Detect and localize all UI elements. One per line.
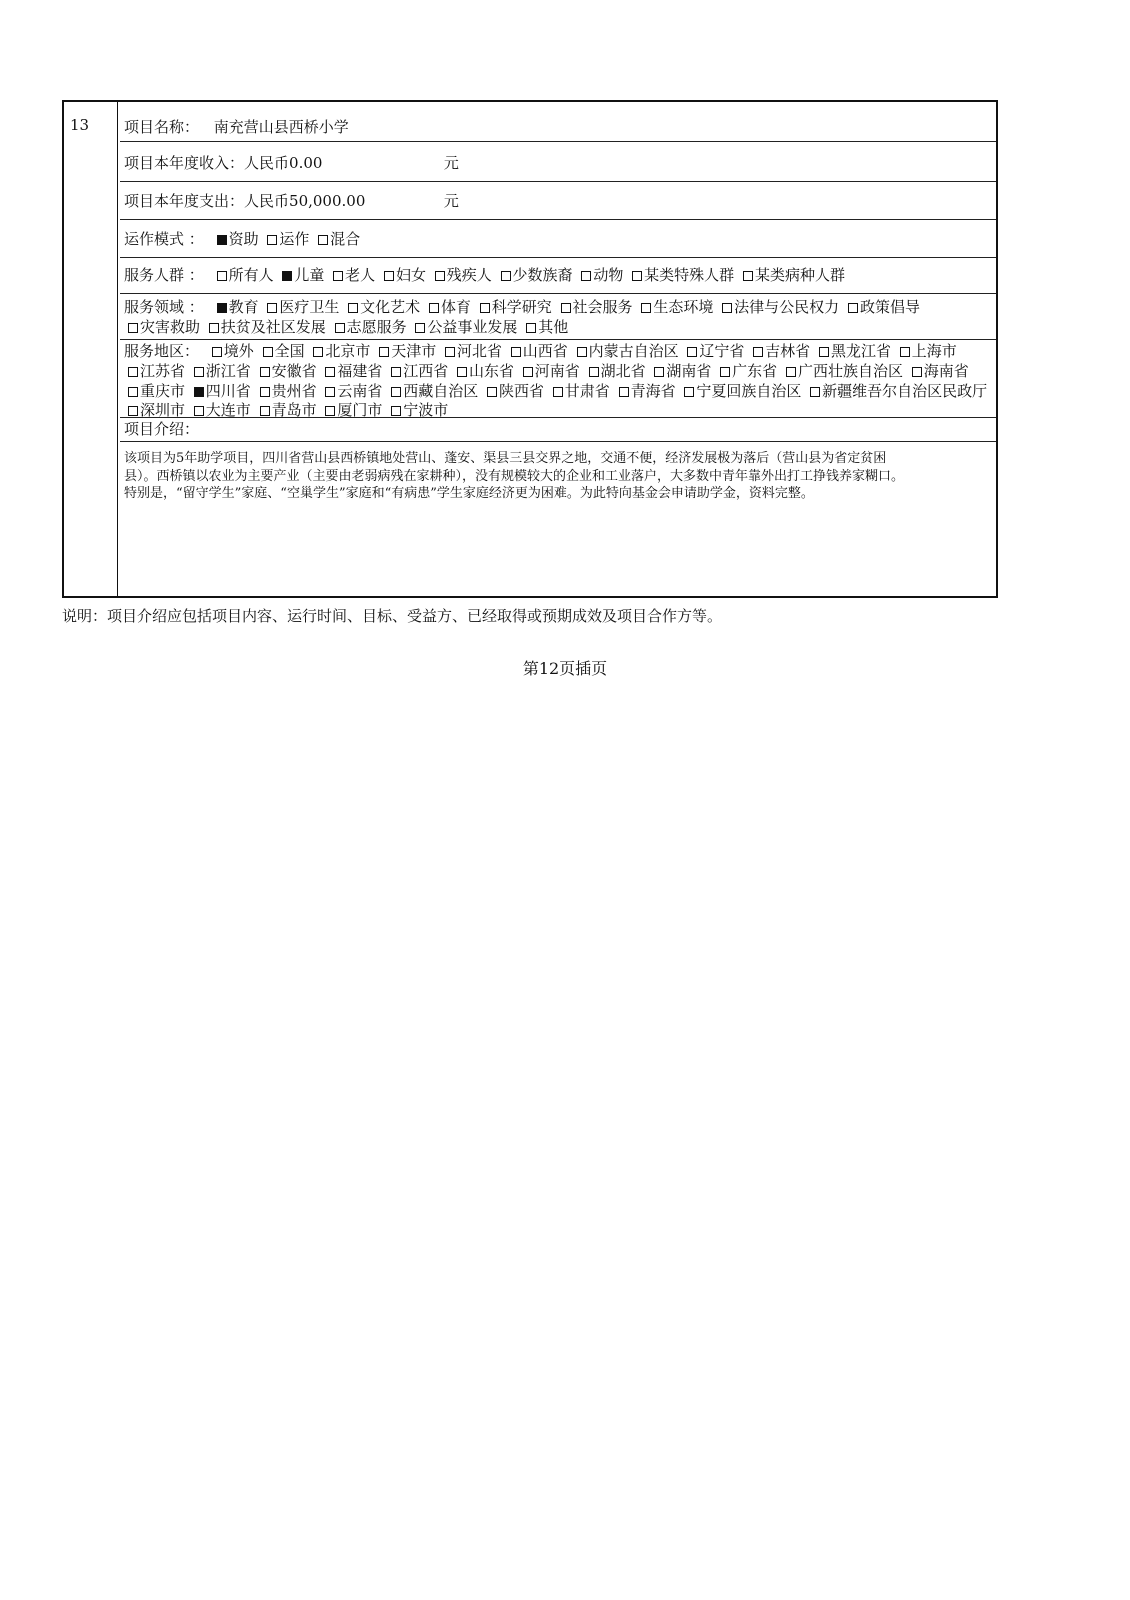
populations-option[interactable] (628, 266, 734, 284)
populations-option[interactable] (577, 266, 623, 284)
checkbox-icon[interactable] (654, 367, 664, 377)
expense-label: 项目本年度支出： (124, 192, 245, 210)
checkbox-icon[interactable] (333, 271, 343, 281)
mode-row (120, 220, 996, 258)
regions-option[interactable] (208, 342, 254, 360)
checkbox-icon[interactable] (325, 367, 335, 377)
modes-option-label: 资助 (228, 230, 259, 248)
regions-option-label: 江苏省 (140, 361, 186, 380)
checkbox-icon[interactable] (722, 303, 732, 313)
regions-option[interactable] (573, 342, 679, 360)
regions-option-label: 贵州省 (271, 381, 317, 400)
income-currency: 人民币 (244, 154, 290, 172)
checkbox-icon[interactable] (619, 387, 629, 397)
regions-option-label: 浙江省 (205, 361, 251, 380)
checkbox-icon[interactable] (900, 347, 910, 357)
regions-option-label: 甘肃省 (564, 381, 610, 400)
checkbox-icon[interactable] (260, 406, 270, 416)
checkbox-icon[interactable] (684, 387, 694, 397)
fields-option-label: 体育 (440, 298, 471, 316)
checkbox-icon[interactable] (480, 303, 490, 313)
regions-option-label: 大连市 (205, 401, 251, 420)
regions-option-label: 宁波市 (403, 401, 449, 420)
regions-option-label: 内蒙古自治区 (588, 342, 679, 360)
checkbox-icon[interactable] (267, 235, 277, 245)
regions-option[interactable] (321, 362, 382, 380)
regions-option-label: 厦门市 (337, 401, 383, 420)
regions-option-label: 河南省 (534, 361, 580, 380)
project-name-value: 南充营山县西桥小学 (213, 118, 349, 136)
intro-label: 项目介绍： (124, 420, 200, 438)
fields-option[interactable] (718, 298, 839, 316)
regions-option[interactable] (375, 342, 436, 360)
regions-option-label: 云南省 (337, 381, 383, 400)
checkbox-icon[interactable] (325, 387, 335, 397)
regions-option[interactable] (190, 401, 251, 419)
regions-option[interactable] (256, 382, 317, 400)
checkbox-icon[interactable] (523, 367, 533, 377)
populations-option[interactable] (380, 266, 426, 284)
expense-value: 50,000.00 (289, 192, 366, 210)
populations-option-label: 动物 (593, 266, 624, 284)
regions-option[interactable] (321, 382, 382, 400)
checkbox-icon[interactable] (753, 347, 763, 357)
checkbox-icon[interactable] (577, 347, 587, 357)
income-value: 0.00 (289, 154, 323, 172)
regions-option-label: 新疆维吾尔自治区民政厅 (822, 381, 988, 400)
checkbox-icon[interactable] (313, 347, 323, 357)
regions-option-label: 陕西省 (498, 381, 544, 400)
regions-option[interactable] (387, 382, 478, 400)
checkbox-icon[interactable] (260, 367, 270, 377)
regions-option-label: 北京市 (325, 342, 371, 360)
checkbox-icon[interactable] (435, 271, 445, 281)
fields-option-label: 法律与公民权力 (734, 298, 840, 316)
regions-option-label: 宁夏回族自治区 (696, 381, 802, 400)
checkbox-icon[interactable] (487, 387, 497, 397)
modes-option[interactable] (213, 230, 259, 248)
expense-currency: 人民币 (244, 192, 290, 210)
fields-option[interactable] (637, 298, 713, 316)
fields-option-label: 政策倡导 (859, 298, 920, 316)
checkbox-icon[interactable] (457, 367, 467, 377)
checkbox-icon[interactable] (743, 271, 753, 281)
checkbox-icon[interactable] (848, 303, 858, 313)
population-label: 服务人群 ： (124, 266, 204, 284)
regions-option[interactable] (680, 382, 801, 400)
checkbox-icon[interactable] (687, 347, 697, 357)
regions-option[interactable] (585, 362, 646, 380)
fields-option-label: 生态环境 (653, 298, 714, 316)
regions-option[interactable] (321, 401, 382, 419)
regions-option[interactable] (507, 342, 568, 360)
modes-option-label: 运作 (279, 230, 310, 248)
checkbox-icon[interactable] (217, 303, 227, 313)
fields-option[interactable] (844, 298, 920, 316)
regions-option[interactable] (453, 362, 514, 380)
populations-option[interactable] (329, 266, 375, 284)
checkbox-icon[interactable] (429, 303, 439, 313)
checkbox-icon[interactable] (379, 347, 389, 357)
regions-option-label: 山东省 (468, 361, 514, 380)
regions-option-label: 青岛市 (271, 401, 317, 420)
checkbox-icon[interactable] (526, 323, 536, 333)
checkbox-icon[interactable] (282, 271, 292, 281)
region-label: 服务地区： (124, 342, 200, 360)
regions-option[interactable] (483, 382, 544, 400)
checkbox-icon[interactable] (391, 367, 401, 377)
record-number-column (64, 102, 118, 596)
checkbox-icon[interactable] (445, 347, 455, 357)
field-options (124, 298, 920, 336)
checkbox-icon[interactable] (819, 347, 829, 357)
checkbox-icon[interactable] (260, 387, 270, 397)
fields-option-label: 其他 (538, 318, 569, 337)
checkbox-icon[interactable] (194, 387, 204, 397)
regions-option[interactable] (256, 401, 317, 419)
regions-option[interactable] (256, 362, 317, 380)
regions-option[interactable] (908, 362, 969, 380)
project-name-label: 项目名称： (124, 118, 200, 136)
income-row (120, 142, 996, 182)
project-name-row (120, 102, 996, 142)
record-number: 13 (70, 116, 90, 134)
checkbox-icon[interactable] (581, 271, 591, 281)
regions-option-label: 西藏自治区 (403, 381, 479, 400)
checkbox-icon[interactable] (335, 323, 345, 333)
checkbox-icon[interactable] (217, 235, 227, 245)
fields-option[interactable] (476, 298, 552, 316)
populations-option-label: 妇女 (395, 266, 426, 284)
populations-option-label: 某类病种人群 (754, 266, 845, 284)
checkbox-icon[interactable] (589, 367, 599, 377)
checkbox-icon[interactable] (391, 387, 401, 397)
regions-option-label: 湖北省 (600, 361, 646, 380)
checkbox-icon[interactable] (212, 347, 222, 357)
regions-option-label: 海南省 (923, 361, 969, 380)
regions-option[interactable] (387, 401, 448, 419)
field-row (120, 294, 996, 340)
populations-option[interactable] (213, 266, 274, 284)
regions-option-label: 四川省 (205, 381, 251, 400)
checkbox-icon[interactable] (720, 367, 730, 377)
regions-option-label: 湖南省 (666, 361, 712, 380)
checkbox-icon[interactable] (810, 387, 820, 397)
fields-option[interactable] (411, 318, 517, 336)
modes-option[interactable] (263, 230, 309, 248)
regions-option-label: 黑龙江省 (830, 342, 891, 360)
population-row (120, 258, 996, 294)
checkbox-icon[interactable] (128, 406, 138, 416)
regions-option-label: 境外 (223, 342, 254, 360)
populations-option-label: 老人 (345, 266, 376, 284)
checkbox-icon[interactable] (217, 271, 227, 281)
income-label: 项目本年度收入： (124, 154, 245, 172)
fields-option[interactable] (331, 318, 407, 336)
regions-option[interactable] (782, 362, 903, 380)
fields-option[interactable] (522, 318, 568, 336)
fields-option[interactable] (557, 298, 633, 316)
fields-option-label: 医疗卫生 (279, 298, 340, 316)
fields-option-label: 文化艺术 (360, 298, 421, 316)
regions-option[interactable] (896, 342, 957, 360)
regions-option[interactable] (124, 382, 185, 400)
fields-option[interactable] (263, 298, 339, 316)
fields-option-label: 教育 (228, 298, 259, 316)
regions-option[interactable] (441, 342, 502, 360)
checkbox-icon[interactable] (263, 347, 273, 357)
regions-option[interactable] (124, 401, 185, 419)
fields-option-label: 公益事业发展 (427, 318, 518, 337)
checkbox-icon[interactable] (128, 387, 138, 397)
fields-option-label: 灾害救助 (140, 318, 201, 337)
mode-options (213, 230, 361, 248)
regions-option[interactable] (549, 382, 610, 400)
regions-option-label: 河北省 (456, 342, 502, 360)
modes-option[interactable] (314, 230, 360, 248)
checkbox-icon[interactable] (384, 271, 394, 281)
fields-option-label: 社会服务 (572, 298, 633, 316)
checkbox-icon[interactable] (553, 387, 563, 397)
fields-option-label: 志愿服务 (346, 318, 407, 337)
regions-option-label: 广东省 (732, 361, 778, 380)
fields-option-label: 科学研究 (491, 298, 552, 316)
populations-option-label: 某类特殊人群 (644, 266, 735, 284)
populations-option-label: 少数族裔 (512, 266, 573, 284)
regions-option-label: 青海省 (630, 381, 676, 400)
regions-option[interactable] (190, 382, 251, 400)
regions-option-label: 广西壮族自治区 (797, 361, 903, 380)
population-options (213, 266, 845, 284)
regions-option-label: 辽宁省 (699, 342, 745, 360)
populations-option[interactable] (739, 266, 845, 284)
intro-label-row (120, 418, 996, 442)
checkbox-icon[interactable] (194, 367, 204, 377)
regions-option[interactable] (650, 362, 711, 380)
region-options (124, 342, 987, 419)
checkbox-icon[interactable] (391, 406, 401, 416)
checkbox-icon[interactable] (128, 367, 138, 377)
regions-option-label: 山西省 (522, 342, 568, 360)
regions-option-label: 全国 (274, 342, 305, 360)
regions-option[interactable] (519, 362, 580, 380)
populations-option[interactable] (278, 266, 324, 284)
record-content (120, 102, 996, 596)
checkbox-icon[interactable] (641, 303, 651, 313)
checkbox-icon[interactable] (501, 271, 511, 281)
checkbox-icon[interactable] (318, 235, 328, 245)
field-label: 服务领域 ： (124, 298, 204, 316)
regions-option[interactable] (749, 342, 810, 360)
checkbox-icon[interactable] (415, 323, 425, 333)
intro-text: 该项目为5年助学项目，四川省营山县西桥镇地处营山、蓬安、渠县三县交界之地，交通不便，经济发展极为落后（营山县为省定贫困县）。西桥镇以农业为主要产业（主要由老弱病残在家耕种），没有规模较大的企业和工业落户，大多数中青年靠外出打工挣钱养家糊口。特别是，“留守学生”家庭、“空巢学生”家庭和“有病患”学生家庭经济更为困难。为此特向基金会申请助学金，资料完整。 (124, 451, 905, 502)
regions-option[interactable] (716, 362, 777, 380)
fields-option[interactable] (205, 318, 326, 336)
expense-unit: 元 (443, 192, 459, 210)
fields-option[interactable] (425, 298, 471, 316)
regions-option[interactable] (806, 382, 987, 400)
regions-option[interactable] (309, 342, 370, 360)
checkbox-icon[interactable] (561, 303, 571, 313)
regions-option[interactable] (387, 362, 448, 380)
project-record-table (62, 100, 998, 598)
region-row (120, 340, 996, 418)
regions-option-label: 上海市 (911, 342, 957, 360)
populations-option-label: 残疾人 (446, 266, 492, 284)
checkbox-icon[interactable] (511, 347, 521, 357)
fields-option[interactable] (124, 318, 200, 336)
regions-option[interactable] (190, 362, 251, 380)
regions-option[interactable] (615, 382, 676, 400)
regions-option-label: 吉林省 (765, 342, 811, 360)
regions-option-label: 江西省 (403, 361, 449, 380)
mode-label: 运作模式 ： (124, 230, 204, 248)
expense-row (120, 182, 996, 220)
checkbox-icon[interactable] (267, 303, 277, 313)
populations-option-label: 儿童 (294, 266, 325, 284)
checkbox-icon[interactable] (194, 406, 204, 416)
regions-option-label: 深圳市 (140, 401, 186, 420)
fields-option-label: 扶贫及社区发展 (220, 318, 326, 337)
checkbox-icon[interactable] (912, 367, 922, 377)
explanatory-note: 说明：项目介绍应包括项目内容、运行时间、目标、受益方、已经取得或预期成效及项目合作方等。 (62, 607, 723, 625)
regions-option-label: 福建省 (337, 361, 383, 380)
checkbox-icon[interactable] (348, 303, 358, 313)
checkbox-icon[interactable] (786, 367, 796, 377)
page-footer: 第12页插页 (522, 659, 608, 678)
regions-option[interactable] (815, 342, 891, 360)
checkbox-icon[interactable] (209, 323, 219, 333)
checkbox-icon[interactable] (632, 271, 642, 281)
populations-option-label: 所有人 (228, 266, 274, 284)
checkbox-icon[interactable] (325, 406, 335, 416)
regions-option-label: 安徽省 (271, 361, 317, 380)
checkbox-icon[interactable] (128, 323, 138, 333)
regions-option[interactable] (683, 342, 744, 360)
populations-option[interactable] (497, 266, 573, 284)
regions-option-label: 天津市 (391, 342, 437, 360)
regions-option-label: 重庆市 (140, 381, 186, 400)
fields-option[interactable] (344, 298, 420, 316)
modes-option-label: 混合 (330, 230, 361, 248)
populations-option[interactable] (431, 266, 492, 284)
regions-option[interactable] (259, 342, 305, 360)
income-unit: 元 (443, 154, 459, 172)
fields-option[interactable] (213, 298, 259, 316)
regions-option[interactable] (124, 362, 185, 380)
